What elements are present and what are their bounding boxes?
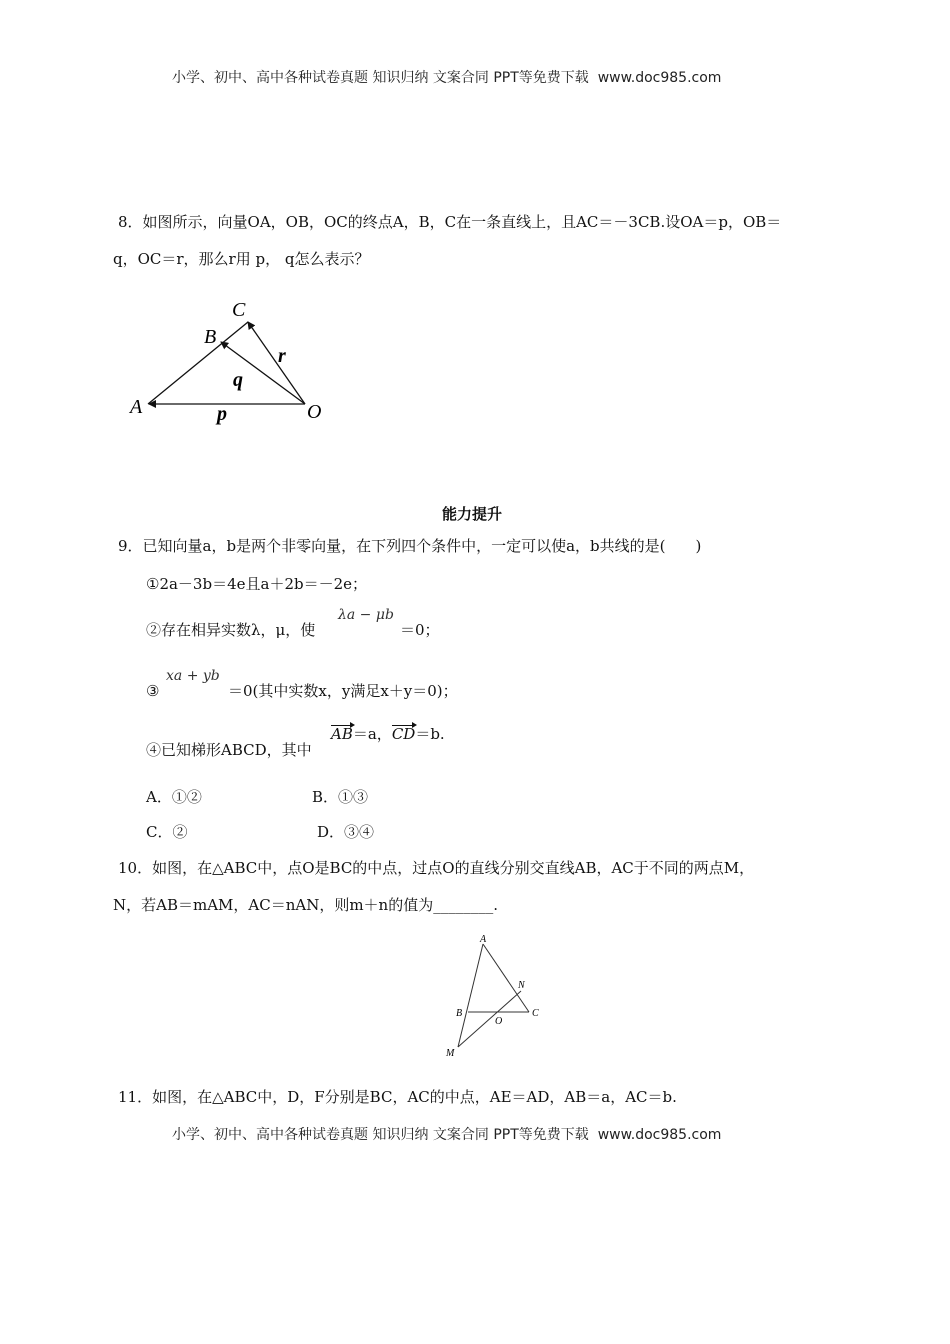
question-10-line-2: N，若AB＝mAM，AC＝nAN，则m＋n的值为________. — [113, 896, 498, 914]
condition-3-mark: ③ — [146, 682, 160, 700]
vector-oc — [248, 322, 305, 404]
label-c: C — [532, 1008, 539, 1019]
vector-cd: CD — [391, 725, 416, 743]
condition-2-text: ②存在相异实数λ，μ，使 — [146, 621, 316, 639]
vector-triangle-figure — [120, 292, 340, 427]
question-10-line-1: 10．如图，在△ABC中，点O是BC的中点，过点O的直线分别交直线AB，AC于不同的两点M， — [118, 859, 755, 877]
condition-2-formula: λa − μb — [338, 607, 394, 623]
side-ab-extended — [458, 944, 483, 1047]
condition-4-eq-b: ＝b. — [415, 725, 445, 743]
condition-1: ①2a－3b＝4e且a＋2b＝－2e； — [146, 575, 368, 593]
label-p: p — [217, 403, 227, 425]
header-text: 小学、初中、高中各种试卷真题 知识归纳 文案合同 PPT等免费下载 — [172, 70, 589, 86]
label-a: A — [130, 396, 143, 418]
condition-4-text: ④已知梯形ABCD，其中 — [146, 741, 312, 759]
option-c[interactable]: C．② — [146, 823, 188, 841]
footer-text: 小学、初中、高中各种试卷真题 知识归纳 文案合同 PPT等免费下载 — [172, 1127, 589, 1143]
label-m: M — [446, 1048, 455, 1059]
condition-3-text: ＝0(其中实数x，y满足x＋y＝0)； — [228, 682, 458, 700]
label-q: q — [233, 369, 243, 391]
page-footer — [172, 1124, 721, 1144]
header-url[interactable]: www.doc985.com — [597, 70, 722, 86]
option-b[interactable]: B．①③ — [312, 788, 369, 806]
label-c: C — [232, 299, 246, 321]
condition-3-formula: xa + yb — [166, 668, 220, 684]
question-9-stem: 9．已知向量a，b是两个非零向量，在下列四个条件中，一定可以使a，b共线的是( ) — [118, 537, 702, 555]
label-b: B — [456, 1008, 463, 1019]
footer-url[interactable]: www.doc985.com — [597, 1127, 722, 1143]
label-b: B — [204, 326, 217, 348]
condition-2-equals: ＝0； — [400, 621, 440, 639]
triangle-abc-figure — [440, 930, 550, 1060]
question-8-line-2: q，OC＝r，那么r用 p， q怎么表示？ — [113, 250, 370, 268]
line-mn — [458, 991, 521, 1047]
question-8-line-1: 8．如图所示，向量OA，OB，OC的终点A，B，C在一条直线上，且AC＝－3CB.设OA＝p，OB＝ — [118, 213, 782, 231]
label-a: A — [480, 934, 487, 945]
label-n: N — [518, 980, 525, 991]
condition-4-eq-a: ＝a， — [352, 725, 392, 743]
section-title: 能力提升 — [442, 505, 503, 523]
side-ac — [483, 944, 529, 1012]
option-a[interactable]: A．①② — [146, 788, 202, 806]
vector-ab: AB — [331, 725, 353, 743]
label-o: O — [307, 401, 322, 423]
option-d[interactable]: D．③④ — [317, 823, 375, 841]
question-11-line-1: 11．如图，在△ABC中，D，F分别是BC，AC的中点，AE＝AD，AB＝a，AC＝b. — [118, 1088, 677, 1106]
label-o: O — [495, 1016, 503, 1027]
label-r: r — [278, 345, 286, 367]
segment-ac — [148, 322, 248, 404]
condition-4-vectors — [331, 724, 445, 744]
page-header — [172, 67, 721, 87]
